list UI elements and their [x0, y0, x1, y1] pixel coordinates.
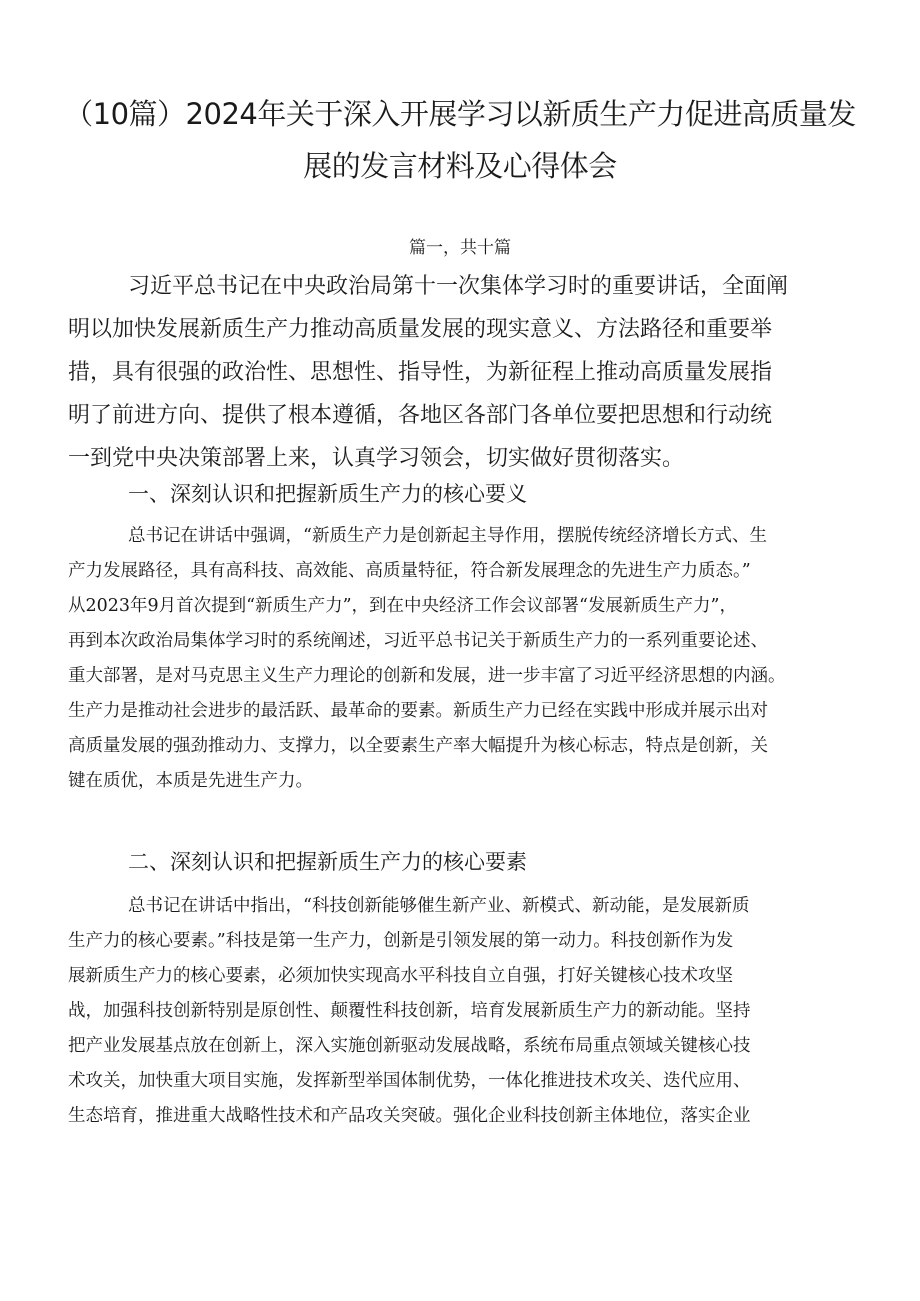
section-heading-2: 二、深刻认识和把握新质生产力的核心要素: [128, 850, 527, 874]
title-line: （10篇）2024年关于深入开展学习以新质生产力促进高质量发: [64, 97, 856, 131]
paragraph-line: 生产力是推动社会进步的最活跃、最革命的要素。新质生产力已经在实践中形成并展示出对: [68, 701, 768, 721]
paragraph-line: 把产业发展基点放在创新上，深入实施创新驱动发展战略，系统布局重点领域关键核心技: [68, 1036, 751, 1056]
paragraph-line: 重大部署，是对马克思主义生产力理论的创新和发展，进一步丰富了习近平经济思想的内涵。: [68, 666, 786, 686]
article-subtitle: 篇一，共十篇: [409, 238, 511, 258]
paragraph-line: 总书记在讲话中指出，“科技创新能够催生新产业、新模式、新动能，是发展新质: [128, 896, 750, 916]
paragraph-line: 总书记在讲话中强调，“新质生产力是创新起主导作用，摆脱传统经济增长方式、生: [128, 526, 767, 546]
paragraph-line: 生态培育，推进重大战略性技术和产品攻关突破。强化企业科技创新主体地位，落实企业: [68, 1106, 751, 1126]
paragraph-line: 展新质生产力的核心要素，必须加快实现高水平科技自立自强，打好关键核心技术攻坚: [68, 966, 733, 986]
paragraph-line: 战，加强科技创新特别是原创性、颠覆性科技创新，培育发展新质生产力的新动能。坚持: [68, 1001, 751, 1021]
section-heading-1: 一、深刻认识和把握新质生产力的核心要义: [128, 482, 527, 506]
paragraph-line: 键在质优，本质是先进生产力。: [68, 771, 313, 791]
paragraph-line: 高质量发展的强劲推动力、支撑力，以全要素生产率大幅提升为核心标志，特点是创新，关: [68, 736, 768, 756]
paragraph-line: 生产力的核心要素。”科技是第一生产力，创新是引领发展的第一动力。科技创新作为发: [68, 931, 734, 951]
paragraph-line: 再到本次政治局集体学习时的系统阐述，习近平总书记关于新质生产力的一系列重要论述、: [68, 631, 768, 651]
paragraph-line: 明了前进方向、提供了根本遵循，各地区各部门各单位要把思想和行动统: [68, 403, 773, 428]
paragraph-line: 术攻关，加快重大项目实施，发挥新型举国体制优势，一体化推进技术攻关、迭代应用、: [68, 1071, 751, 1091]
paragraph-line: 产力发展路径，具有高科技、高效能、高质量特征，符合新发展理念的先进生产力质态。”: [68, 561, 751, 581]
paragraph-line: 习近平总书记在中央政治局第十一次集体学习时的重要讲话，全面阐: [128, 274, 789, 299]
intro-paragraph: [68, 265, 868, 480]
document-title: [60, 88, 860, 192]
section-1-paragraph: [68, 519, 868, 799]
section-2-paragraph: [68, 889, 868, 1134]
paragraph-line: 措，具有很强的政治性、思想性、指导性，为新征程上推动高质量发展指: [68, 360, 773, 385]
paragraph-line: 从2023年9月首次提到“新质生产力”，到在中央经济工作会议部署“发展新质生产力”，: [68, 596, 737, 616]
title-line: 展的发言材料及心得体会: [303, 149, 617, 183]
paragraph-line: 明以加快发展新质生产力推动高质量发展的现实意义、方法路径和重要举: [68, 317, 773, 342]
paragraph-line: 一到党中央决策部署上来，认真学习领会，切实做好贯彻落实。: [68, 446, 685, 471]
